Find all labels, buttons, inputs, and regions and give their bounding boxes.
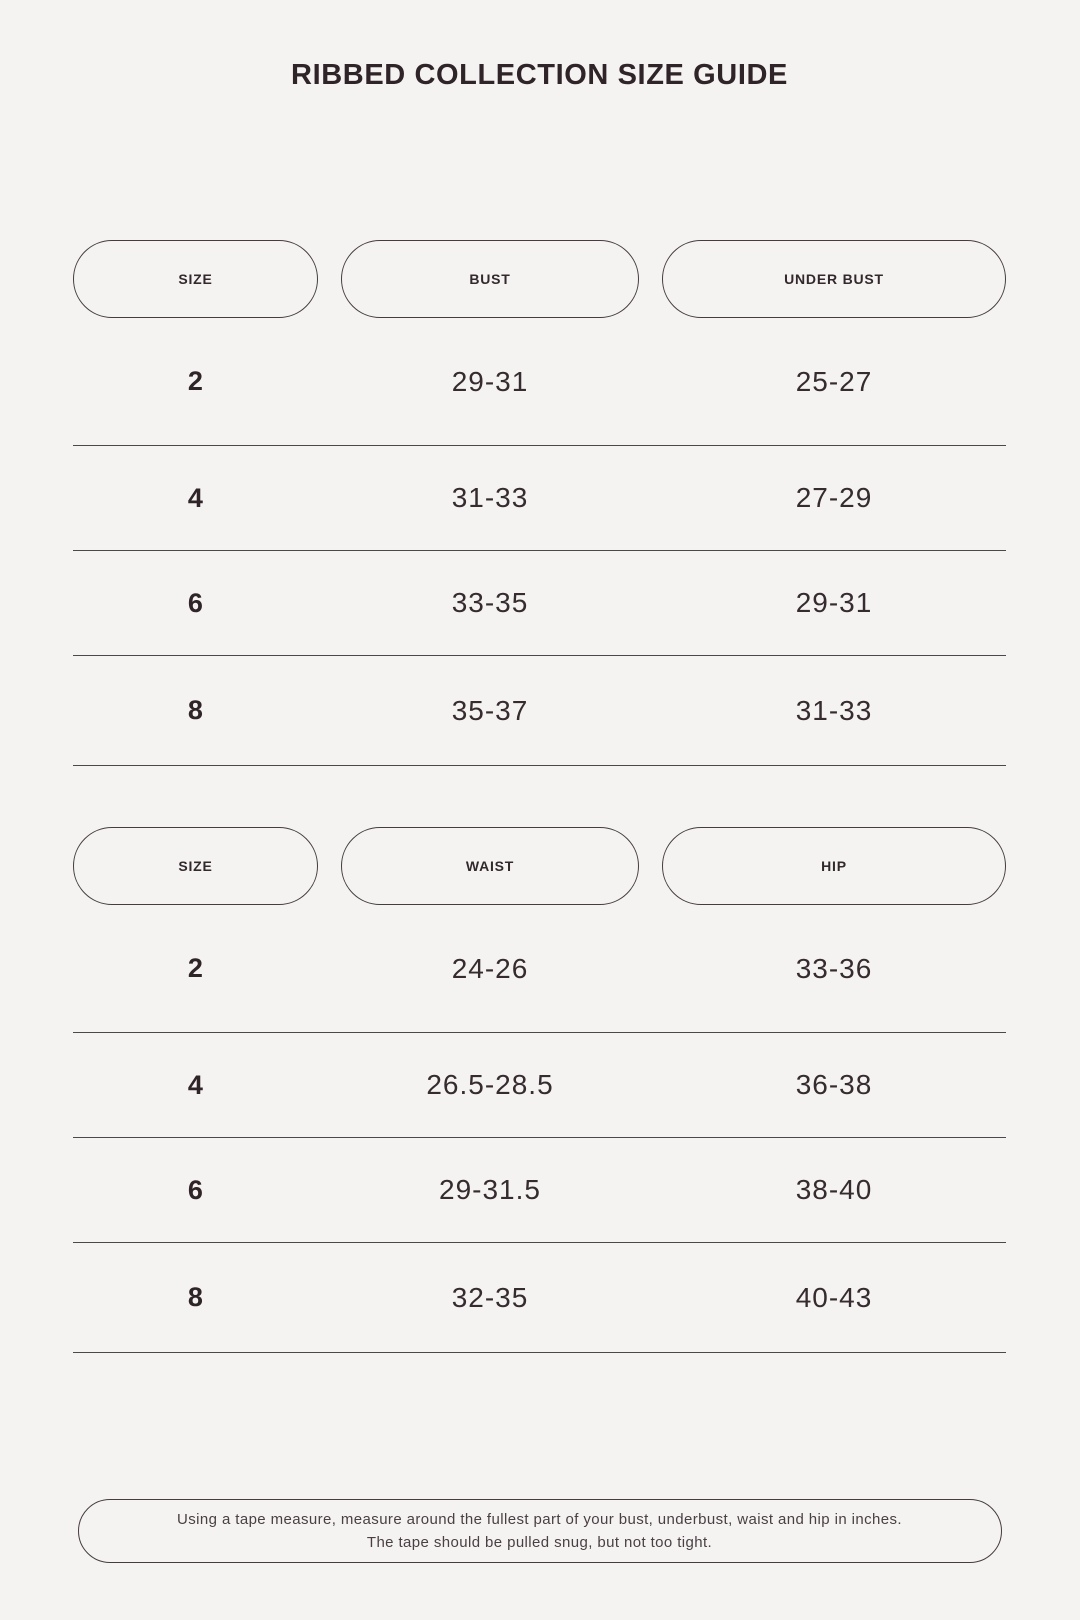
bust-range-cell: 35-37: [451, 694, 529, 726]
hip-range-cell: 36-38: [795, 1069, 873, 1100]
header-pill-waist: WAIST: [341, 827, 639, 905]
table-row: [73, 1033, 1006, 1138]
bust-range-cell: 31-33: [451, 482, 529, 513]
header-pill-hip: HIP: [662, 827, 1006, 905]
size-cell: 6: [187, 1174, 204, 1205]
table-row: [73, 551, 1006, 656]
waist-range-cell: 29-31.5: [439, 1174, 541, 1205]
waist-hip-table-header-row: [73, 827, 1006, 905]
bust-range-cell: 29-31: [451, 365, 529, 397]
table-row: [73, 318, 1006, 446]
measurement-note-line-1: Using a tape measure, measure around the fullest part of your bust, underbust, waist and hip in inches.: [177, 1511, 902, 1528]
bust-size-table: [73, 240, 1006, 766]
table-row: [73, 1243, 1006, 1353]
header-pill-size: SIZE: [73, 827, 318, 905]
page-title: RIBBED COLLECTION SIZE GUIDE: [291, 59, 788, 91]
table-row: [73, 446, 1006, 551]
under-bust-range-cell: 29-31: [795, 587, 873, 618]
hip-range-cell: 33-36: [795, 952, 873, 984]
size-cell: 2: [187, 953, 204, 983]
size-cell: 8: [187, 695, 204, 725]
hip-range-cell: 40-43: [795, 1281, 873, 1313]
table-row: [73, 905, 1006, 1033]
header-pill-bust: BUST: [341, 240, 639, 318]
waist-range-cell: 26.5-28.5: [426, 1069, 554, 1100]
size-cell: 6: [187, 587, 204, 618]
size-cell: 4: [187, 482, 204, 513]
table-row: [73, 656, 1006, 766]
under-bust-range-cell: 31-33: [795, 694, 873, 726]
measurement-note-pill: [78, 1499, 1002, 1563]
size-cell: 4: [187, 1069, 204, 1100]
waist-range-cell: 32-35: [451, 1281, 529, 1313]
under-bust-range-cell: 27-29: [795, 482, 873, 513]
table-row: [73, 1138, 1006, 1243]
header-pill-size: SIZE: [73, 240, 318, 318]
bust-range-cell: 33-35: [451, 587, 529, 618]
hip-range-cell: 38-40: [795, 1174, 873, 1205]
waist-range-cell: 24-26: [451, 952, 529, 984]
header-pill-under-bust: UNDER BUST: [662, 240, 1006, 318]
under-bust-range-cell: 25-27: [795, 365, 873, 397]
waist-hip-size-table: [73, 827, 1006, 1353]
bust-table-header-row: [73, 240, 1006, 318]
size-cell: 2: [187, 366, 204, 396]
measurement-note-line-2: The tape should be pulled snug, but not too tight.: [366, 1534, 713, 1551]
size-cell: 8: [187, 1282, 204, 1312]
